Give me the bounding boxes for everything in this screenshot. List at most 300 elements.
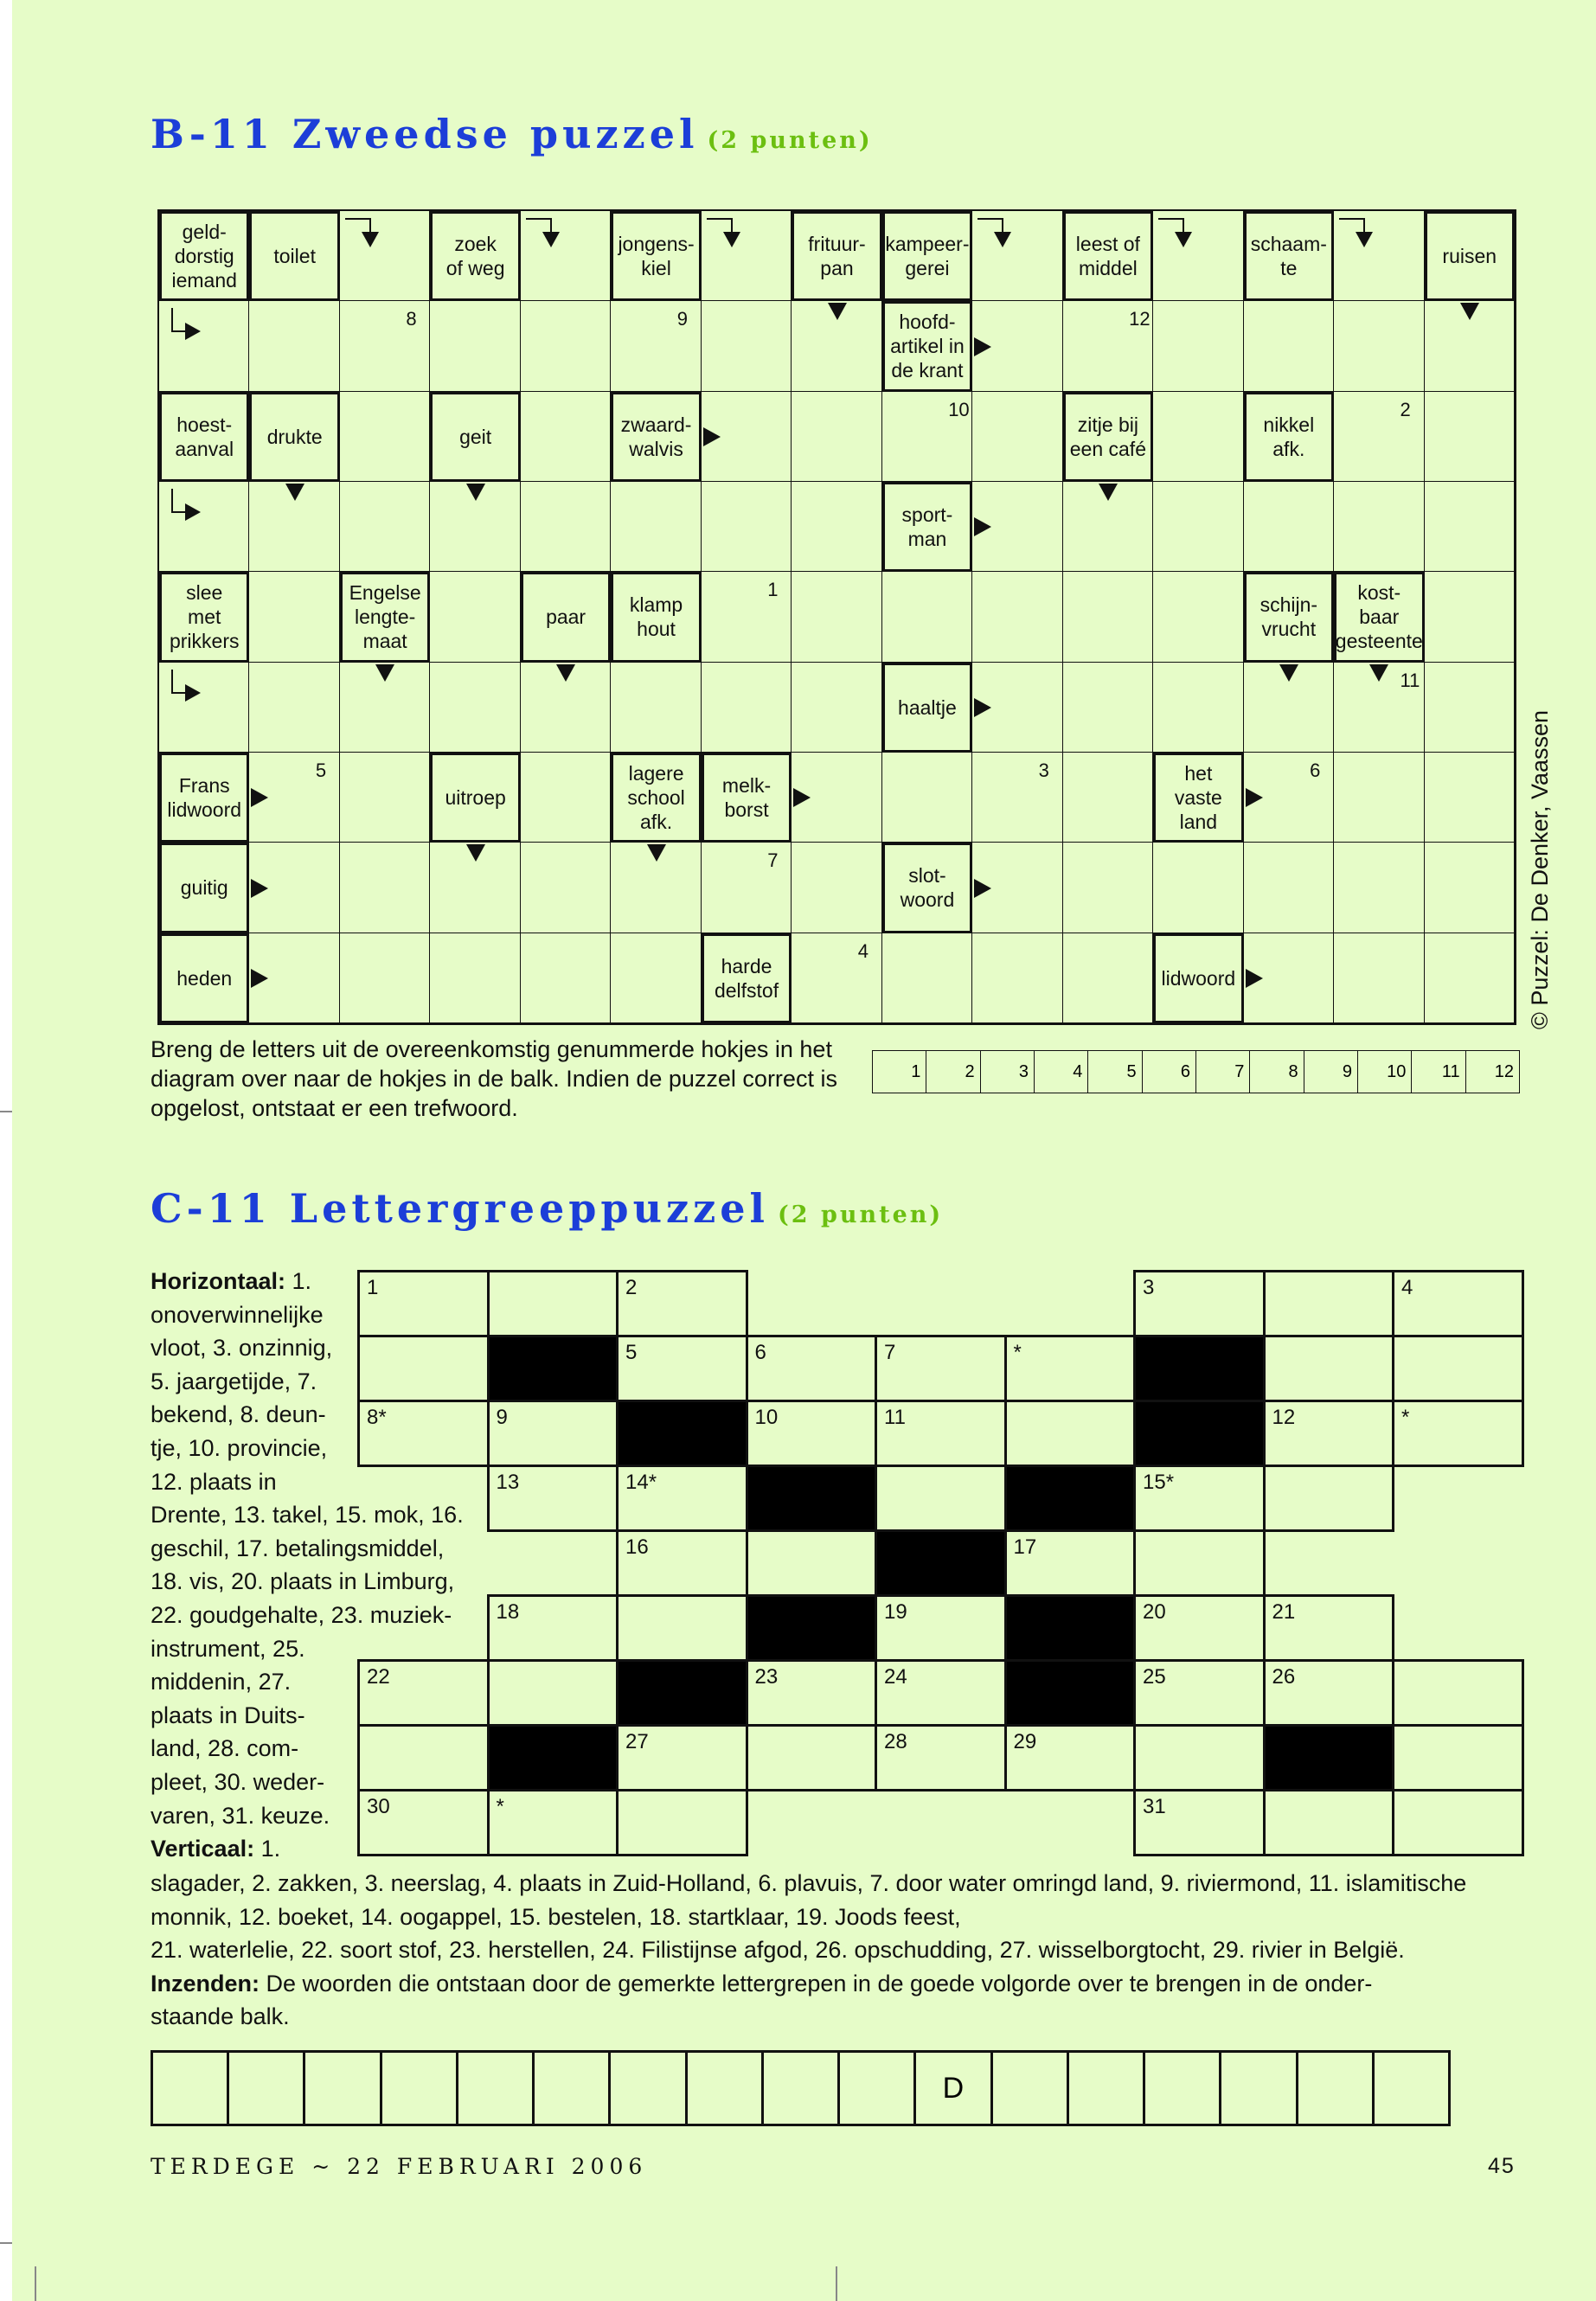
cell-number: 30 [367,1795,390,1818]
answer-cell[interactable] [1425,572,1515,662]
clue-cell [611,753,701,843]
clue-heading: Verticaal: [151,1836,255,1862]
clue-text: lagere school afk. [627,762,685,834]
clue-text: guitig [180,876,228,900]
puzzle1-answer-strip [872,1050,1519,1093]
cell-number: 11 [1400,669,1420,691]
clue-text: klamp hout [629,593,683,641]
answer-cell[interactable] [616,1465,748,1532]
answer-cell[interactable] [1263,1400,1395,1467]
answer-cell[interactable] [1244,301,1334,391]
answer-cell[interactable] [875,1400,1007,1467]
arrow-down-icon [647,844,666,862]
answer-cell[interactable] [1063,663,1153,753]
cell-number: 6 [1310,760,1321,781]
answer-cell[interactable] [340,301,430,391]
black-cell [1004,1594,1137,1662]
clue-line [151,1632,375,1666]
clue-line [151,1398,375,1432]
strip-cell[interactable]: 4 [1034,1050,1088,1093]
clue-text: schijn- vrucht [1259,593,1318,641]
clue-text: sport- man [901,503,953,551]
answer-cell[interactable] [1263,1594,1395,1662]
clue-cell [1153,753,1243,843]
black-cell [746,1465,878,1532]
arrow-bent-icon [171,489,185,513]
answer-cell[interactable] [340,933,430,1023]
strip-cell[interactable] [837,2050,916,2126]
strip-cell[interactable] [1219,2050,1298,2126]
footer-left: TERDEGE ~ 22 FEBRUARI 2006 [151,2154,648,2179]
black-cell [875,1529,1007,1597]
clue-text: zitje bij een café [1069,413,1146,460]
arrow-right-icon [703,427,721,446]
clue-line [151,1565,455,1599]
answer-cell[interactable] [616,1270,748,1337]
arrow-down-icon [466,484,485,501]
strip-cell[interactable] [380,2050,458,2126]
answer-cell[interactable] [521,933,611,1023]
answer-cell[interactable] [430,663,520,753]
puzzle2-clues-left [151,1265,464,1866]
strip-cell[interactable]: 9 [1304,1050,1358,1093]
clue-line [151,1265,375,1298]
answer-cell[interactable] [702,301,792,391]
answer-cell[interactable] [430,301,520,391]
answer-cell[interactable] [521,843,611,933]
black-cell [1004,1659,1137,1727]
cell-number: 23 [754,1665,779,1689]
answer-cell[interactable] [521,392,611,482]
arrow-right-icon [793,788,811,807]
answer-cell[interactable] [357,1270,490,1337]
answer-cell[interactable] [1392,1270,1524,1337]
clue-line [151,1832,375,1866]
arrow-right-icon [1246,788,1263,807]
clue-cell [1244,572,1334,662]
answer-cell[interactable] [1392,1335,1524,1402]
cell-number: 26 [1272,1665,1296,1689]
answer-cell[interactable] [616,1335,748,1402]
clue-text: haaltje [898,695,957,719]
cell-number: * [1013,1341,1022,1364]
strip-cell[interactable]: 10 [1357,1050,1412,1093]
answer-cell[interactable] [1133,1465,1266,1532]
answer-cell[interactable] [616,1529,748,1597]
clue-text: uitroep [445,786,506,810]
black-cell [487,1724,619,1791]
answer-cell[interactable] [1004,1400,1137,1467]
clue-cell [882,843,972,933]
clue-text: zwaard- walvis [620,413,692,460]
arrow-bent-icon [1339,218,1365,232]
clue-cell [882,211,972,301]
answer-cell[interactable] [340,753,430,843]
answer-cell[interactable] [792,392,881,482]
answer-cell[interactable] [487,1659,619,1727]
strip-cell[interactable]: 7 [1195,1050,1250,1093]
answer-cell[interactable] [611,482,701,572]
cell-number: 25 [1143,1665,1166,1689]
clue-cell [882,482,972,572]
answer-cell[interactable] [1425,663,1515,753]
strip-cell[interactable] [151,2050,229,2126]
answer-cell[interactable] [1153,482,1243,572]
answer-cell[interactable] [746,1400,878,1467]
cell-number: 5 [625,1341,638,1364]
answer-cell[interactable] [1334,301,1424,391]
answer-cell[interactable] [875,1659,1007,1727]
answer-cell[interactable] [616,1594,748,1662]
answer-cell[interactable] [430,933,520,1023]
answer-cell[interactable] [1153,301,1243,391]
answer-cell[interactable] [1334,933,1424,1023]
cell-number: 13 [496,1471,520,1494]
clue-text: schaam- te [1250,233,1327,280]
answer-cell[interactable] [1334,753,1424,843]
answer-cell[interactable] [1153,843,1243,933]
answer-cell[interactable] [1063,753,1153,843]
arrow-right-icon [974,698,991,717]
answer-cell[interactable] [792,572,881,662]
answer-cell[interactable] [1004,1335,1137,1402]
clue-cell [702,753,792,843]
answer-cell[interactable] [611,301,701,391]
clue-text: geschil, 17. betalingsmiddel, [151,1535,445,1561]
clue-line [151,1665,375,1699]
answer-cell[interactable] [1063,572,1153,662]
answer-cell[interactable] [1334,843,1424,933]
cell-number: 12 [1272,1406,1296,1429]
puzzle2-answer-strip [151,2050,1448,2126]
answer-cell[interactable] [357,1335,490,1402]
answer-cell[interactable] [611,933,701,1023]
clue-text: jongens- kiel [618,233,695,280]
answer-cell[interactable] [340,392,430,482]
answer-cell[interactable] [1133,1724,1266,1791]
strip-cell[interactable]: 3 [980,1050,1035,1093]
answer-cell[interactable] [875,1594,1007,1662]
answer-cell[interactable] [1392,1789,1524,1856]
clue-text: geit [459,425,492,448]
answer-cell[interactable] [702,843,792,933]
cell-number: 15* [1143,1471,1175,1494]
answer-cell[interactable] [487,1400,619,1467]
answer-cell[interactable] [1133,1659,1266,1727]
clue-cell [159,211,249,301]
answer-cell[interactable] [875,1465,1007,1532]
clue-text: melk- borst [721,774,772,822]
arrow-down-icon [375,664,394,682]
answer-cell[interactable] [249,663,339,753]
clue-line [151,1465,375,1499]
answer-cell[interactable] [249,301,339,391]
strip-cell[interactable] [608,2050,687,2126]
strip-cell[interactable] [303,2050,381,2126]
clue-line [151,1900,1569,1934]
answer-cell[interactable] [1133,1789,1266,1856]
arrow-right-icon [974,337,991,356]
answer-cell[interactable] [521,301,611,391]
strip-cell[interactable] [532,2050,611,2126]
answer-cell[interactable] [972,572,1062,662]
cell-number: 22 [367,1665,390,1689]
arrow-down-icon [466,844,485,862]
answer-cell[interactable] [1133,1270,1266,1337]
answer-cell[interactable] [972,753,1062,843]
answer-cell[interactable] [702,572,792,662]
clue-heading: Inzenden: [151,1970,260,1997]
cell-number: 10 [948,398,970,420]
clue-line [151,1498,464,1532]
black-cell [616,1659,748,1727]
arrow-right-icon [251,969,268,988]
answer-cell[interactable] [357,1400,490,1467]
crop-mark [0,2242,12,2244]
answer-cell[interactable] [1133,1529,1266,1597]
clue-cell [792,211,881,301]
cell-number: 27 [625,1730,649,1753]
arrow-bent-icon [345,218,371,232]
answer-cell[interactable] [792,933,881,1023]
cell-number: 9 [496,1406,508,1429]
clue-text: instrument, 25. [151,1635,305,1662]
answer-cell[interactable] [357,1789,490,1856]
cell-number: 7 [884,1341,896,1364]
strip-cell[interactable] [761,2050,840,2126]
answer-cell[interactable] [1263,1789,1395,1856]
cell-number: 24 [884,1665,907,1689]
arrow-down-icon [556,664,575,682]
strip-cell[interactable]: 5 [1087,1050,1142,1093]
answer-cell[interactable] [1392,1659,1524,1727]
cell-number: 1 [367,1276,379,1299]
answer-cell[interactable] [1263,1335,1395,1402]
answer-cell[interactable] [792,482,881,572]
answer-cell[interactable] [792,663,881,753]
answer-cell[interactable] [1392,1724,1524,1791]
answer-cell[interactable] [357,1659,490,1727]
clue-text: drukte [266,425,323,448]
arrow-right-icon [974,879,991,898]
answer-cell[interactable] [1425,482,1515,572]
strip-cell[interactable]: D [913,2050,992,2126]
answer-cell[interactable] [1153,392,1243,482]
strip-cell[interactable]: 1 [872,1050,926,1093]
clue-text: nikkel afk. [1263,413,1315,460]
cell-number: 20 [1143,1600,1166,1624]
clue-text: zoek of weg [445,233,505,280]
clue-text: hoofd- artikel in de krant [890,311,965,382]
cell-number: 21 [1272,1600,1296,1624]
black-cell [1133,1400,1266,1467]
clue-cell [611,211,701,301]
clue-line [151,1365,375,1399]
answer-cell[interactable] [616,1724,748,1791]
answer-cell[interactable] [1263,1659,1395,1727]
strip-cell[interactable] [1296,2050,1375,2126]
answer-cell[interactable] [792,843,881,933]
cell-number: 11 [884,1406,906,1429]
cell-number: 12 [1129,308,1151,330]
answer-cell[interactable] [611,663,701,753]
strip-cell[interactable]: 6 [1142,1050,1196,1093]
clue-line [151,1599,452,1632]
answer-cell[interactable] [487,1594,619,1662]
answer-cell[interactable] [1133,1594,1266,1662]
answer-cell[interactable] [340,482,430,572]
black-cell [1004,1465,1137,1532]
cell-number: 2 [625,1276,638,1299]
puzzle-credit: © Puzzel: De Denker, Vaassen [1527,709,1553,1029]
black-cell [487,1335,619,1402]
clue-cell [882,301,972,391]
strip-cell[interactable] [1372,2050,1451,2126]
clue-cell [521,572,611,662]
clue-text: 22. goudgehalte, 23. muziek- [151,1601,452,1628]
answer-cell[interactable] [1425,753,1515,843]
cell-number: 28 [884,1730,907,1753]
answer-cell[interactable] [1263,1270,1395,1337]
answer-cell[interactable] [746,1335,878,1402]
cell-number: 4 [857,939,869,962]
answer-cell[interactable] [882,933,972,1023]
cell-number: 4 [1401,1276,1413,1299]
answer-cell[interactable] [882,572,972,662]
clue-text: kampeer- gerei [885,233,970,280]
answer-cell[interactable] [1334,482,1424,572]
cell-number: 1 [767,579,779,601]
answer-cell[interactable] [1153,663,1243,753]
strip-cell[interactable]: 2 [926,1050,980,1093]
cell-number: 31 [1143,1795,1166,1818]
answer-cell[interactable] [702,663,792,753]
answer-cell[interactable] [1244,843,1334,933]
clue-line [151,1298,375,1332]
answer-cell[interactable] [702,482,792,572]
cell-number: * [1401,1406,1410,1429]
answer-cell[interactable] [1392,1400,1524,1467]
cell-number: 14* [625,1471,657,1494]
clue-line [151,1699,375,1733]
answer-cell[interactable] [875,1335,1007,1402]
clue-text: staande balk. [151,2003,290,2030]
clue-text: ruisen [1442,245,1497,268]
clue-text: tje, 10. provincie, [151,1434,328,1461]
lettergreep-grid [357,1270,1522,1854]
strip-cell[interactable] [990,2050,1069,2126]
strip-cell[interactable]: 12 [1465,1050,1520,1093]
crop-mark [836,2266,837,2301]
clue-line [151,1967,1569,2001]
clue-text: 1. [254,1836,281,1862]
answer-cell[interactable] [972,392,1062,482]
arrow-bent-icon [171,670,185,694]
answer-cell[interactable] [340,843,430,933]
answer-cell[interactable] [882,753,972,843]
answer-cell[interactable] [746,1659,878,1727]
clue-cell [1244,211,1334,301]
answer-cell[interactable] [357,1724,490,1791]
answer-cell[interactable] [1263,1465,1395,1532]
arrow-bent-icon [526,218,552,232]
cell-number: 6 [754,1341,766,1364]
answer-cell[interactable] [972,933,1062,1023]
clue-text: 18. vis, 20. plaats in Limburg, [151,1568,455,1595]
strip-cell[interactable] [227,2050,305,2126]
answer-cell[interactable] [1063,843,1153,933]
answer-cell[interactable] [1004,1529,1137,1597]
clue-text: toilet [273,245,316,268]
clue-cell [430,753,520,843]
answer-cell[interactable] [487,1789,619,1856]
answer-cell[interactable] [746,1529,878,1597]
puzzle1-title-text: B-11 Zweedse puzzel [151,111,699,157]
arrow-right-icon [251,879,268,898]
answer-cell[interactable] [1334,392,1424,482]
answer-cell[interactable] [1244,482,1334,572]
answer-cell[interactable] [1425,933,1515,1023]
clue-text: slagader, 2. zakken, 3. neerslag, 4. plaats in Zuid-Holland, 6. plavuis, 7. door water omringd land, 9. riviermond, 11. islamitische [151,1870,1467,1896]
strip-cell[interactable] [456,2050,535,2126]
black-cell [1133,1335,1266,1402]
answer-cell[interactable] [249,572,339,662]
answer-cell[interactable] [521,753,611,843]
clue-cell [159,843,249,933]
clue-text: bekend, 8. deun- [151,1401,326,1428]
answer-cell[interactable] [487,1465,619,1532]
clue-text: het vaste land [1174,762,1222,834]
answer-cell[interactable] [1425,392,1515,482]
clue-cell [159,392,249,482]
answer-cell[interactable] [616,1789,748,1856]
clue-line [151,1933,1569,1967]
answer-cell[interactable] [1425,843,1515,933]
arrow-down-icon [1460,303,1479,320]
strip-cell[interactable] [685,2050,764,2126]
clue-cell [1425,211,1515,301]
clue-text: lidwoord [1161,966,1236,990]
clue-cell [430,211,520,301]
clue-text: pleet, 30. weder- [151,1768,325,1795]
puzzle2-points: (2 punten) [778,1202,944,1228]
answer-cell[interactable] [1153,572,1243,662]
strip-cell[interactable] [1143,2050,1221,2126]
answer-cell[interactable] [430,572,520,662]
cell-number: * [496,1795,504,1818]
clue-text: hoest- aanval [175,413,234,460]
clue-text: kost- baar gesteente [1335,581,1423,653]
answer-cell[interactable] [746,1724,878,1791]
answer-cell[interactable] [521,482,611,572]
strip-cell[interactable]: 11 [1411,1050,1465,1093]
cell-number: 3 [1038,760,1049,781]
clue-text: Engelse lengte- maat [349,581,421,653]
strip-cell[interactable]: 8 [1249,1050,1304,1093]
strip-cell[interactable] [1067,2050,1145,2126]
cell-number: 5 [315,760,327,781]
answer-cell[interactable] [1063,933,1153,1023]
clue-cell [882,663,972,753]
answer-cell[interactable] [875,1724,1007,1791]
answer-cell[interactable] [1004,1724,1137,1791]
answer-cell[interactable] [487,1270,619,1337]
puzzle2-clues-bottom [151,1867,1569,2034]
clue-cell [430,392,520,482]
clue-cell [702,933,792,1023]
clue-text: leest of middel [1075,233,1140,280]
clue-line [151,1732,375,1766]
